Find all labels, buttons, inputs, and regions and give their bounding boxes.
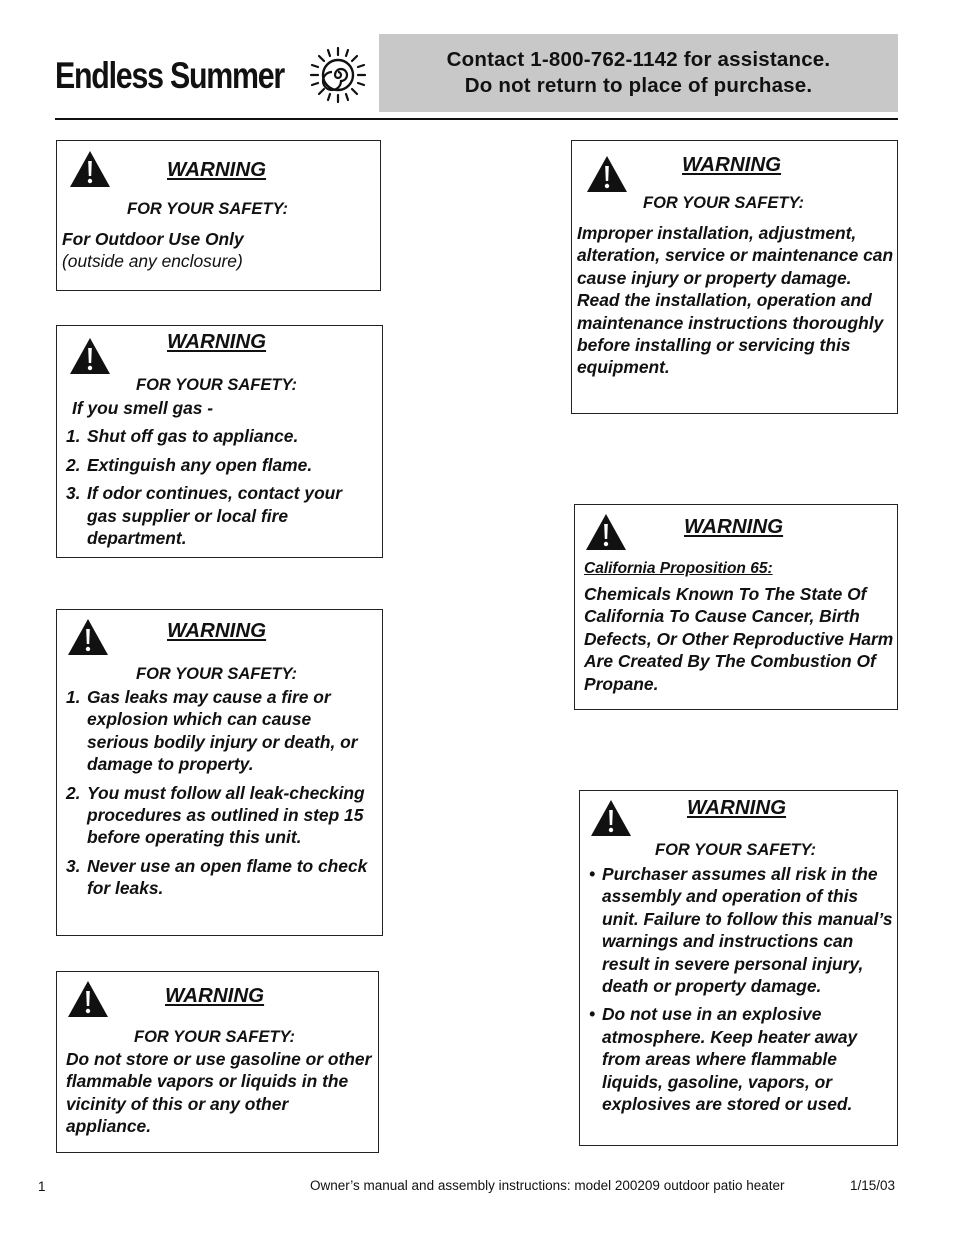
warning-title: WARNING bbox=[167, 619, 267, 642]
list-item: 2. You must follow all leak-checking procedures as outlined in step 15 before operating this unit. bbox=[66, 782, 365, 848]
warning-subtitle: FOR YOUR SAFETY: bbox=[136, 665, 298, 683]
list-item: 3. If odor continues, contact your gas supplier or local fire department. bbox=[66, 483, 343, 549]
warning-box-installation bbox=[571, 140, 898, 414]
warning-subtitle: FOR YOUR SAFETY: bbox=[134, 1028, 296, 1046]
brand-logo bbox=[55, 50, 375, 105]
list-item: 1. Gas leaks may cause a fire or explosion which can cause serious bodily injury or death, or damage to property. bbox=[66, 687, 358, 775]
warning-subtitle: FOR YOUR SAFETY: bbox=[643, 194, 805, 212]
contact-banner bbox=[379, 34, 898, 112]
warning-title: WARNING bbox=[682, 153, 782, 176]
page-number: 1 bbox=[38, 1179, 46, 1194]
warning-note: (outside any enclosure) bbox=[62, 251, 243, 272]
manual-title: Owner’s manual and assembly instructions: model 200209 outdoor patio heater bbox=[310, 1178, 785, 1193]
warning-box-gas-smell bbox=[56, 325, 383, 558]
warning-title: WARNING bbox=[167, 158, 267, 181]
warning-triangle-icon bbox=[69, 337, 111, 375]
warning-triangle-icon bbox=[586, 155, 628, 193]
warning-triangle-icon bbox=[67, 980, 109, 1018]
warning-title: WARNING bbox=[165, 984, 265, 1007]
list-item: • Do not use in an explosive atmosphere. Keep heater away from areas where flammable liquids, gasoline, vapors, or explosives are stored or used. bbox=[589, 1004, 858, 1115]
warning-text: For Outdoor Use Only bbox=[62, 229, 244, 249]
header-divider bbox=[55, 118, 898, 120]
warning-triangle-icon bbox=[590, 799, 632, 837]
sun-logo-icon bbox=[307, 46, 369, 104]
warning-title: WARNING bbox=[167, 330, 267, 353]
warning-text: Improper installation, adjustment, alteration, service or maintenance can cause injury or property damage. Read the installation, operation and maintenance instructions thoroughly before installing or servicing this equipment. bbox=[577, 223, 894, 378]
warning-subtitle: FOR YOUR SAFETY: bbox=[127, 200, 289, 218]
warning-subtitle: FOR YOUR SAFETY: bbox=[655, 841, 817, 859]
list-item: 2. Extinguish any open flame. bbox=[66, 454, 313, 475]
contact-line-2: Do not return to place of purchase. bbox=[464, 74, 813, 97]
warning-title: WARNING bbox=[687, 796, 787, 819]
warning-box-purchaser bbox=[579, 790, 898, 1146]
warning-text: Chemicals Known To The State Of California To Cause Cancer, Birth Defects, Or Other Reproductive Harm Are Created By The Combustion Of Propane. bbox=[584, 584, 894, 694]
warning-triangle-icon bbox=[585, 513, 627, 551]
warning-subtitle: California Proposition 65: bbox=[584, 560, 773, 577]
warning-triangle-icon bbox=[69, 150, 111, 188]
brand-name: Endless Summer bbox=[55, 55, 284, 96]
warning-subtitle: FOR YOUR SAFETY: bbox=[136, 376, 298, 394]
list-item: 1. Shut off gas to appliance. bbox=[66, 426, 299, 447]
manual-date: 1/15/03 bbox=[850, 1178, 896, 1193]
warning-text: Do not store or use gasoline or other flammable vapors or liquids in the vicinity of this or any other appliance. bbox=[66, 1049, 372, 1137]
warning-box-gasoline bbox=[56, 971, 379, 1153]
warning-box-outdoor-use bbox=[56, 140, 381, 291]
list-item: 3. Never use an open flame to check for leaks. bbox=[66, 855, 368, 899]
contact-line-1: Contact 1-800-762-1142 for assistance. bbox=[446, 48, 831, 71]
list-item: • Purchaser assumes all risk in the assembly and operation of this unit. Failure to follow this manual’s warnings and instructions can result in severe personal injury, death or property damage. bbox=[589, 864, 893, 997]
warning-triangle-icon bbox=[67, 618, 109, 656]
warning-box-prop-65 bbox=[574, 504, 898, 710]
warning-intro: If you smell gas - bbox=[72, 398, 214, 418]
warning-box-gas-leaks bbox=[56, 609, 383, 936]
warning-title: WARNING bbox=[684, 515, 784, 538]
